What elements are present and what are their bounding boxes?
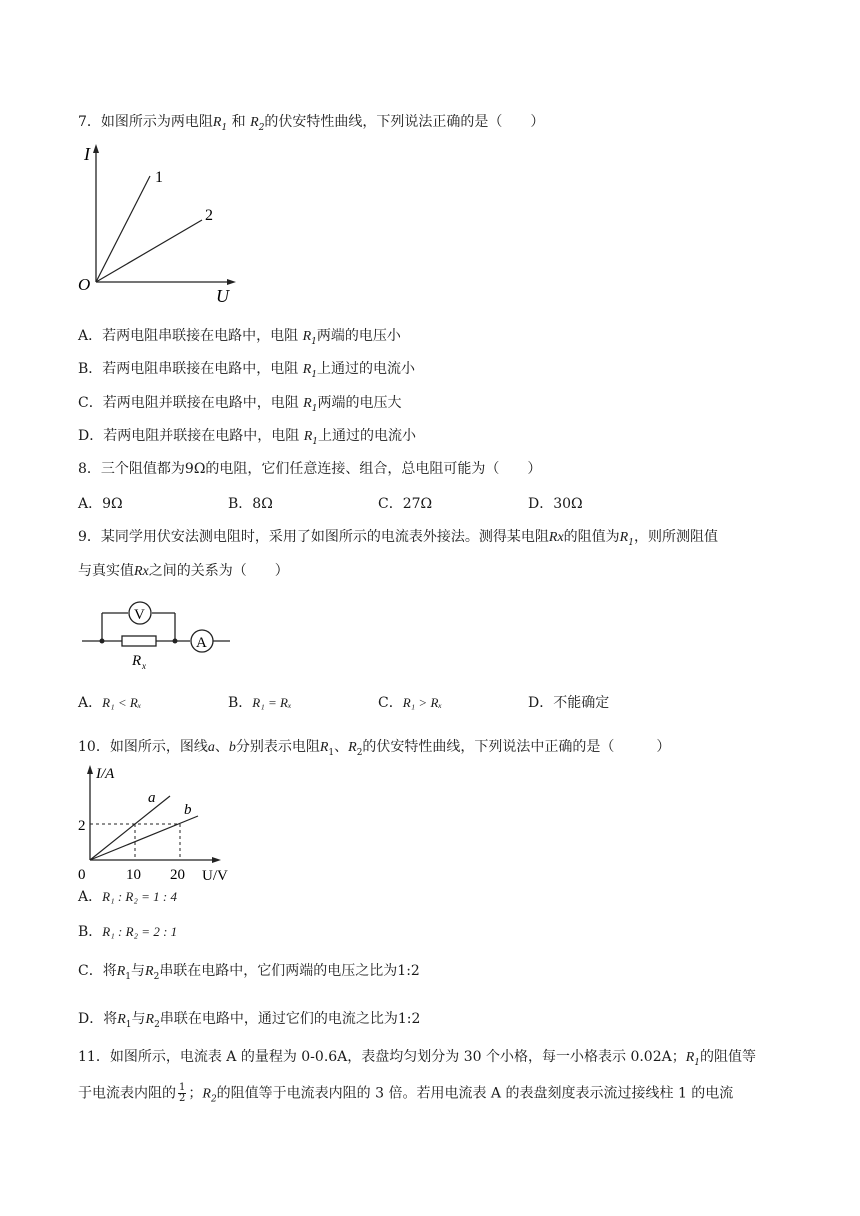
q11-r2-sub: 2	[210, 1094, 217, 1105]
q7-opt-a-rsub: 1	[311, 336, 317, 347]
q9-opt-d-expr: 不能确定	[553, 695, 610, 711]
q10-x-label: U/V	[202, 868, 228, 884]
q7-x-label: U	[216, 286, 229, 306]
q7-and: 和	[231, 114, 246, 130]
q9-circuit-diagram	[78, 596, 238, 676]
q7-r1: R	[212, 115, 222, 130]
q10-option-c	[78, 961, 420, 987]
q10-opt-a-label: A．	[78, 889, 103, 905]
q10-r1-sub: 1	[328, 747, 335, 758]
q7-opt-c-post: 两端的电压大	[317, 395, 402, 411]
q9-line1-mid: 的阻值为	[563, 529, 620, 545]
q7-opt-b-pre: B．若两电阻串联接在电路中，电阻	[78, 361, 299, 377]
q10-opt-c-r1: R	[116, 964, 126, 979]
q11-r2: R	[202, 1086, 211, 1102]
q7-option-a	[78, 326, 401, 352]
q10-opt-d-post: 串联在电路中，通过它们的电流之比为1:2	[159, 1011, 421, 1027]
q9-option-a	[78, 692, 142, 712]
q11-line1-post: 的阻值等	[700, 1049, 757, 1065]
q9-opt-b-expr: R₁ = Rₓ	[252, 695, 292, 710]
q9-option-d	[528, 692, 609, 712]
q8-option-a: A．9Ω	[78, 496, 123, 512]
q10-iu-graph	[76, 760, 246, 886]
q10-option-b	[78, 922, 177, 942]
q10-opt-b-expr: R₁ : R₂ = 2 : 1	[102, 924, 178, 939]
q10-opt-b-label: B．	[78, 924, 103, 940]
q7-stem-suffix: 的伏安特性曲线，下列说法正确的是（ ）	[264, 114, 545, 130]
q10-y-tick-2: 2	[78, 818, 86, 834]
q11-line2	[78, 1083, 733, 1109]
q9-opt-a-label: A．	[78, 695, 103, 711]
q7-opt-b-post: 上通过的电流小	[317, 361, 416, 377]
q10-stem-mid: 分别表示电阻	[235, 739, 320, 755]
q10-opt-d-r1: R	[117, 1012, 126, 1027]
q7-y-label: I	[84, 144, 90, 164]
q9-opt-c-label: C．	[378, 695, 403, 711]
q10-opt-c-r1-sub: 1	[125, 971, 132, 982]
q10-sep-2: 、	[334, 739, 349, 755]
q7-line2-label: 2	[205, 207, 213, 224]
q10-a: a	[207, 740, 215, 755]
q9-line2-post: 之间的关系为（ ）	[148, 563, 289, 579]
q10-opt-c-post: 串联在电路中，它们两端的电压之比为1:2	[159, 963, 420, 979]
q10-option-d	[78, 1009, 420, 1035]
q7-opt-c-rsub: 1	[311, 403, 318, 414]
q7-opt-a-pre: A．若两电阻串联接在电路中，电阻	[78, 328, 299, 344]
q9-line1-post: ，则所测阻值	[633, 529, 718, 545]
q7-stem-prefix: 7．如图所示为两电阻	[78, 114, 213, 130]
q10-sep: 、	[214, 739, 229, 755]
q8-stem: 8．三个阻值都为9Ω的电阻，它们任意连接、组合，总电阻可能为（ ）	[78, 461, 542, 477]
q10-option-a	[78, 887, 177, 907]
q7-stem	[78, 112, 544, 138]
q8-option-b: B．8Ω	[228, 496, 273, 512]
q10-opt-d-r1-sub: 1	[125, 1019, 132, 1030]
q7-option-b	[78, 359, 415, 385]
resistor-rx-icon	[122, 636, 156, 646]
q7-opt-b-r: R	[302, 362, 312, 377]
q7-option-c	[78, 393, 401, 419]
q11-r1: R	[685, 1050, 695, 1065]
q10-r1: R	[319, 740, 329, 755]
voltmeter-label: V	[134, 607, 145, 623]
junction-left-icon	[100, 639, 105, 644]
q11-r1-sub: 1	[694, 1057, 701, 1068]
resistor-label-sub: x	[142, 661, 146, 671]
q9-r1-sub: 1	[628, 537, 634, 548]
q7-opt-d-pre: D．若两电阻并联接在电路中，电阻	[78, 428, 300, 444]
q11-line2-mid: ；	[188, 1085, 203, 1102]
q9-stem-line1	[78, 527, 718, 553]
q9-option-c	[378, 692, 442, 712]
q9-opt-d-label: D．	[528, 695, 554, 711]
q10-opt-c-label: C．	[78, 963, 103, 979]
q7-opt-d-r: R	[303, 429, 313, 444]
q10-opt-c-r2: R	[145, 964, 154, 979]
q7-origin-label: O	[78, 275, 91, 294]
q7-line1-label: 1	[155, 169, 163, 186]
q11-line2-pre: 于电流表内阻的	[78, 1085, 176, 1102]
q11-fraction	[178, 1083, 186, 1104]
q7-opt-b-rsub: 1	[311, 369, 318, 380]
q10-r2: R	[348, 740, 357, 755]
q10-stem-post: 的伏安特性曲线，下列说法中正确的是（ ）	[362, 739, 671, 755]
q7-r2: R	[250, 115, 259, 130]
q10-y-label: I/A	[96, 766, 115, 782]
q10-line-b	[90, 816, 198, 860]
q10-x-tick-10: 10	[126, 867, 141, 883]
q9-opt-c-expr: R₁ > Rₓ	[402, 695, 443, 710]
q11-line1	[78, 1047, 756, 1073]
q11-frac-den: 2	[179, 1093, 186, 1104]
q10-opt-d-pre: 将	[103, 1011, 118, 1027]
q11-line1-pre: 11．如图所示，电流表 A 的量程为 0-0.6A，表盘均匀划分为 30 个小格，每一小格表示 0.02A；	[78, 1049, 686, 1065]
q7-opt-d-rsub: 1	[312, 436, 318, 447]
q10-x-tick-20: 20	[170, 867, 185, 883]
q7-opt-a-r: R	[302, 329, 312, 344]
q10-opt-d-mid: 与	[131, 1011, 146, 1027]
q9-r1: R	[619, 530, 629, 545]
q10-line-a	[90, 796, 170, 860]
q7-opt-c-r: R	[303, 396, 312, 411]
q10-line-b-label: b	[184, 802, 192, 818]
q10-opt-d-r2: R	[145, 1012, 155, 1027]
q9-rx: Rx	[548, 530, 564, 545]
q9-opt-a-expr: R₁ < Rₓ	[102, 695, 142, 710]
resistor-label: R	[132, 653, 142, 669]
q10-opt-a-expr: R₁ : R₂ = 1 : 4	[102, 889, 177, 904]
ammeter-label: A	[196, 635, 207, 651]
q11-line2-post: 的阻值等于电流表内阻的 3 倍。若用电流表 A 的表盘刻度表示流过接线柱 1 的电流	[216, 1085, 734, 1102]
q7-iu-graph	[72, 140, 242, 310]
q9-line1-pre: 9．某同学用伏安法测电阻时，采用了如图所示的电流表外接法。测得某电阻	[78, 529, 549, 545]
q10-opt-d-label: D．	[78, 1011, 104, 1027]
q9-rx-2: Rx	[134, 564, 149, 579]
q10-origin-label: 0	[78, 867, 86, 883]
q7-r1-sub: 1	[221, 122, 228, 133]
q10-stem-pre: 10．如图所示，图线	[78, 739, 208, 755]
junction-right-icon	[173, 639, 178, 644]
q7-opt-c-pre: C．若两电阻并联接在电路中，电阻	[78, 395, 299, 411]
q10-opt-c-r2-sub: 2	[153, 971, 160, 982]
q9-stem-line2	[78, 561, 289, 582]
q10-opt-d-r2-sub: 2	[154, 1019, 160, 1030]
q11-frac-num: 1	[179, 1082, 186, 1093]
q10-opt-c-mid: 与	[131, 963, 146, 979]
q10-stem	[78, 737, 670, 763]
q10-line-a-label: a	[148, 790, 156, 806]
q7-option-d	[78, 426, 416, 452]
q9-option-b	[228, 692, 292, 712]
q8-option-d: D．30Ω	[528, 496, 583, 512]
q10-b: b	[228, 740, 236, 755]
q7-opt-d-post: 上通过的电流小	[317, 428, 416, 444]
q9-opt-b-label: B．	[228, 695, 253, 711]
q10-r2-sub: 2	[356, 747, 363, 758]
q10-opt-c-pre: 将	[102, 963, 117, 979]
q8-option-c: C．27Ω	[378, 496, 433, 512]
q7-opt-a-post: 两端的电压小	[316, 328, 401, 344]
q7-r2-sub: 2	[258, 122, 265, 133]
q9-line2-pre: 与真实值	[78, 563, 134, 579]
